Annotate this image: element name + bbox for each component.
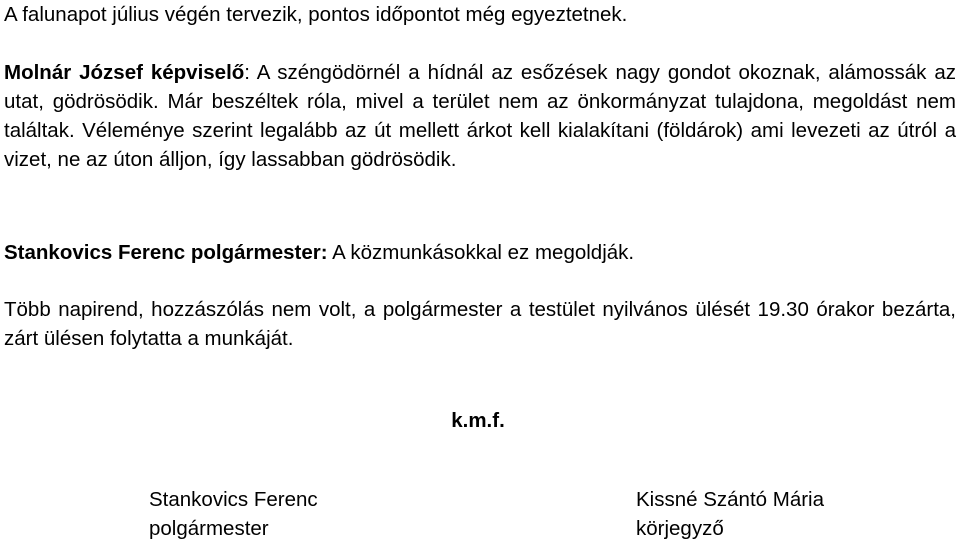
signature-left-name: Stankovics Ferenc [149, 488, 318, 511]
signature-left-title: polgármester [149, 517, 269, 540]
signature-left [149, 485, 318, 543]
speaker-stankovics: Stankovics Ferenc polgármester: [4, 241, 328, 264]
kmf-label: k.m.f. [451, 409, 505, 432]
speaker-molnar: Molnár József képviselő [4, 61, 245, 84]
text-molnar: A széngödörnél a hídnál az esőzések nagy gondot okoznak, alámossák az utat, gödrösödik. Már beszéltek róla, mivel a terület nem az önkormányzat tulajdona, megoldást nem találtak. Véleménye szerint legalább az út mellett árkot kell kialakítani (földárok) ami levezeti az útról a vizet, ne az úton álljon, így lassabban gödrösödik. [4, 61, 956, 171]
paragraph-closing: Több napirend, hozzászólás nem volt, a polgármester a testület nyilvános ülését 19.30 órakor bezárta, zárt ülésen folytatta a munkáját. [4, 298, 956, 350]
signature-right-title: körjegyző [636, 517, 724, 540]
text-stankovics: A közmunkásokkal ez megoldják. [327, 241, 635, 264]
paragraph-stankovics [4, 238, 956, 267]
paragraph-molnar [4, 58, 956, 174]
paragraph-falunap: A falunapot július végén tervezik, pontos időpontot még egyeztetnek. [4, 3, 628, 26]
signature-right-name: Kissné Szántó Mária [636, 488, 825, 511]
signature-right [636, 485, 824, 543]
speaker-colon: : [244, 61, 250, 84]
